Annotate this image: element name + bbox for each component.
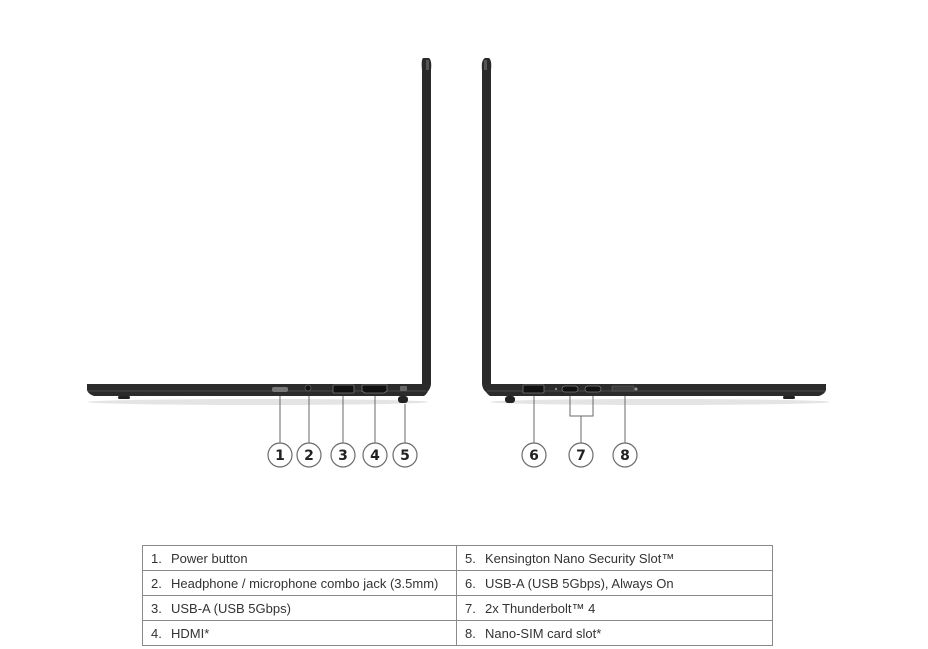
legend-cell xyxy=(143,621,457,646)
audio-jack-port xyxy=(305,385,311,391)
security-slot-port xyxy=(400,386,407,391)
legend-label: Headphone / microphone combo jack (3.5mm) xyxy=(171,575,439,591)
usb-a-port-left xyxy=(333,385,354,393)
sim-slot-port xyxy=(612,386,634,391)
table-row xyxy=(143,596,773,621)
legend-number: 8. xyxy=(465,625,476,641)
legend-cell xyxy=(457,621,773,646)
table-row xyxy=(143,546,773,571)
callout-number-4: 4 xyxy=(370,448,380,464)
legend-label: Kensington Nano Security Slot™ xyxy=(485,550,675,566)
callout-number-6: 6 xyxy=(529,448,539,464)
legend-label: Power button xyxy=(171,550,248,566)
legend-cell xyxy=(143,596,457,621)
legend-cell xyxy=(143,546,457,571)
thunderbolt-port-2 xyxy=(585,386,601,392)
legend-number: 6. xyxy=(465,575,476,591)
legend-cell xyxy=(457,571,773,596)
table-row xyxy=(143,571,773,596)
legend-number: 2. xyxy=(151,575,162,591)
hdmi-port xyxy=(362,385,387,393)
legend-number: 3. xyxy=(151,600,162,616)
legend-number: 7. xyxy=(465,600,476,616)
legend-cell xyxy=(143,571,457,596)
legend-cell xyxy=(457,596,773,621)
legend-number: 4. xyxy=(151,625,162,641)
callout-number-2: 2 xyxy=(304,448,314,464)
legend-number: 5. xyxy=(465,550,476,566)
callout-number-1: 1 xyxy=(275,448,285,464)
legend-label: HDMI* xyxy=(171,625,210,641)
laptop-left-side-view xyxy=(87,58,431,403)
ports-legend-table xyxy=(142,545,773,646)
callout-number-3: 3 xyxy=(338,448,348,464)
legend-label: Nano-SIM card slot* xyxy=(485,625,602,641)
legend-number: 1. xyxy=(151,550,162,566)
table-row xyxy=(143,621,773,646)
legend-label: USB-A (USB 5Gbps) xyxy=(171,600,291,616)
legend-cell xyxy=(457,546,773,571)
callout-number-5: 5 xyxy=(400,448,410,464)
legend-label: USB-A (USB 5Gbps), Always On xyxy=(485,575,674,591)
power-button-port xyxy=(272,387,288,392)
laptop-right-side-view xyxy=(482,58,826,403)
legend-label: 2x Thunderbolt™ 4 xyxy=(485,600,596,616)
callout-number-8: 8 xyxy=(620,448,630,464)
thunderbolt-port-1 xyxy=(562,386,578,392)
usb-a-port-right xyxy=(523,385,544,393)
callout-number-7: 7 xyxy=(576,448,586,464)
